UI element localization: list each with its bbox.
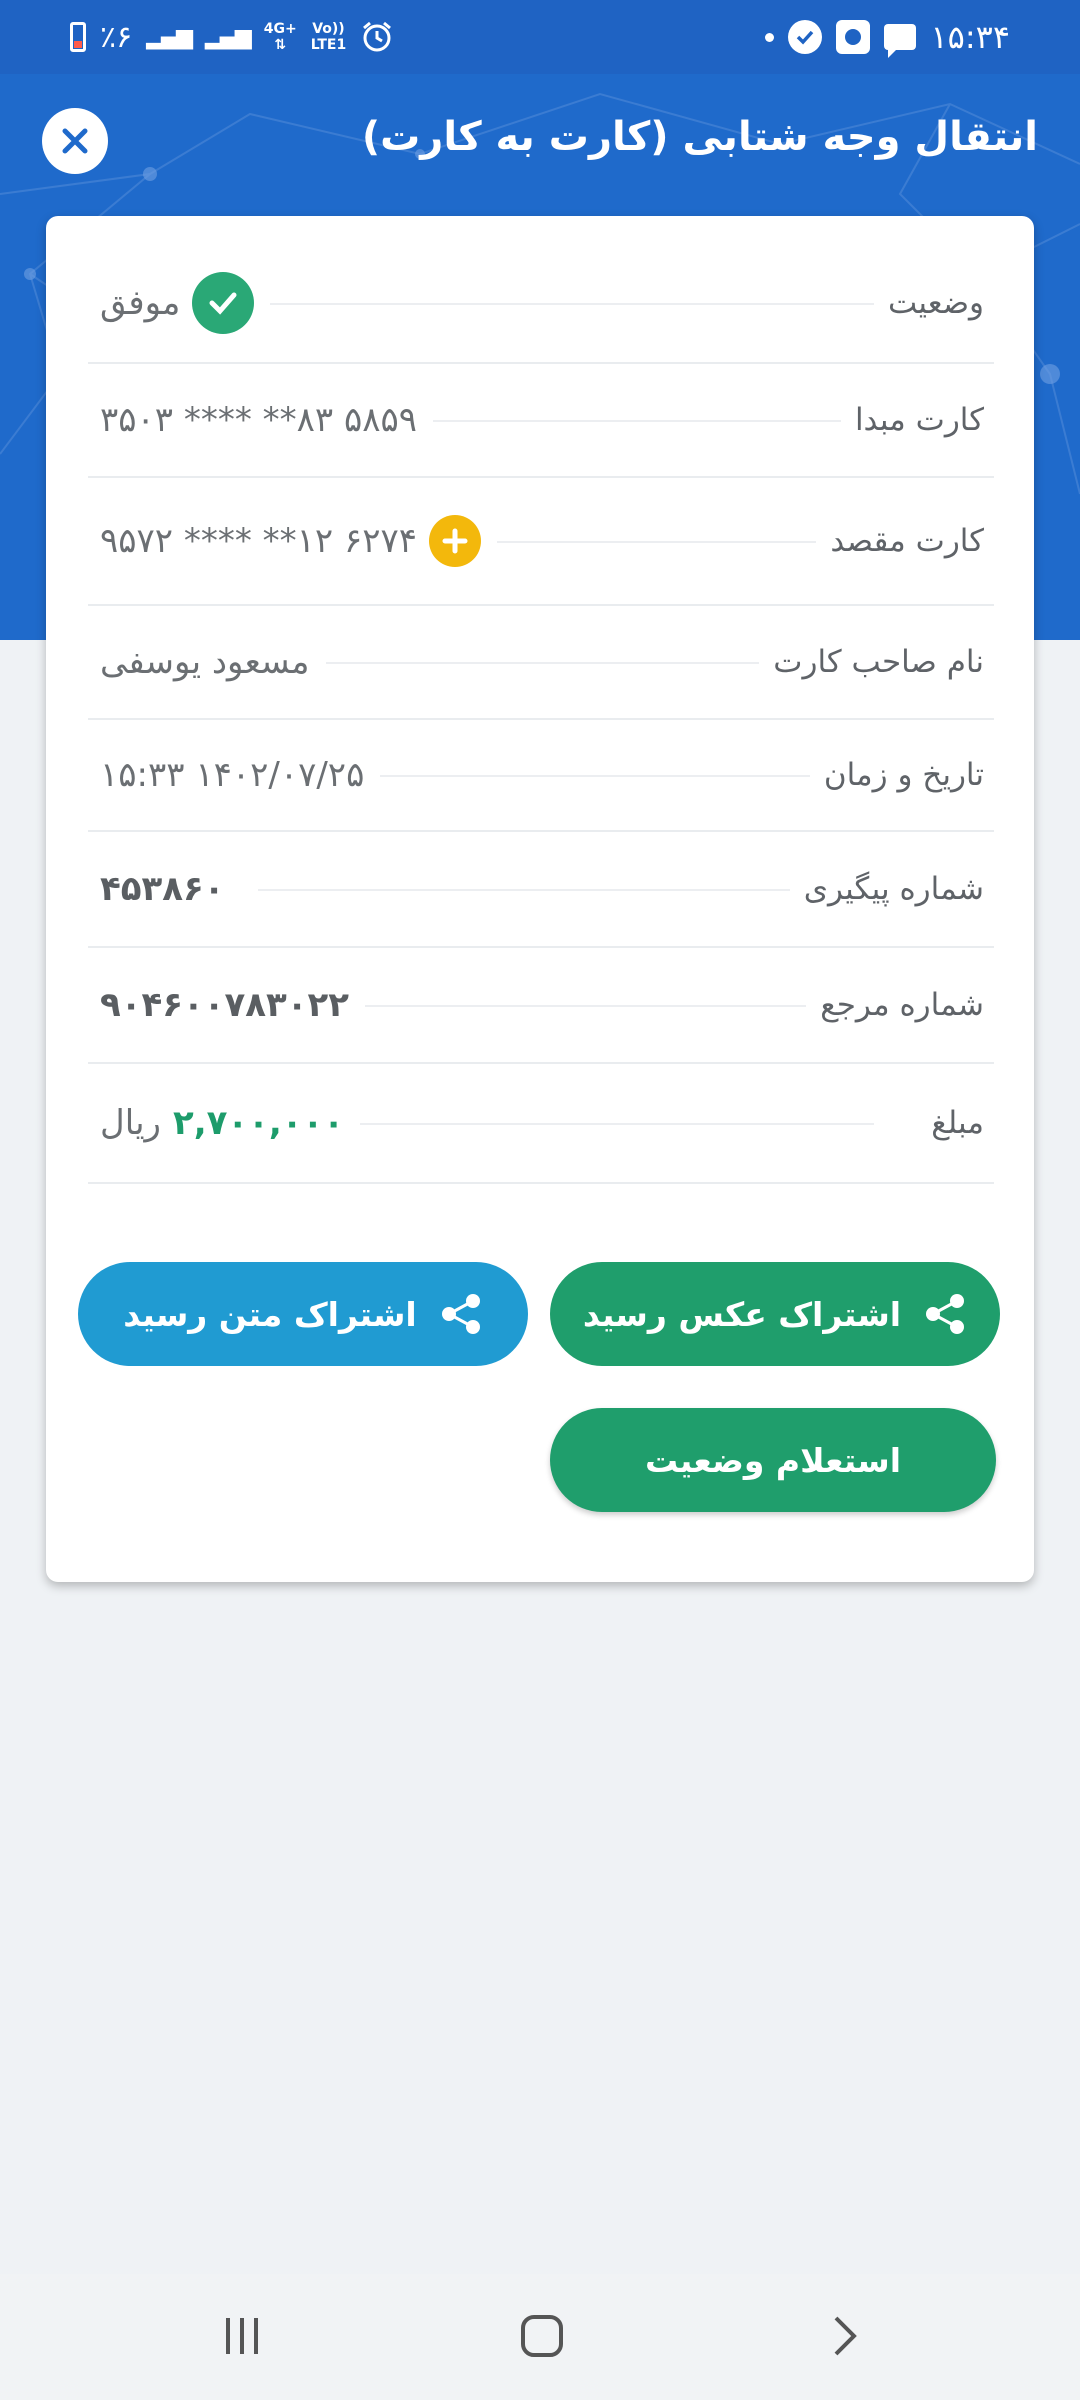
status-bar xyxy=(0,0,1080,74)
card-holder-name: مسعود یوسفی xyxy=(100,642,310,682)
row-destination-card xyxy=(88,478,994,606)
arrows-icon: ⇅ xyxy=(274,37,287,53)
clock: ۱۵:۳۴ xyxy=(930,18,1010,56)
row-datetime xyxy=(88,720,994,832)
back-button[interactable] xyxy=(824,2314,868,2358)
source-card-number: ۵۸۵۹ ۸۳** **** ۳۵۰۳ xyxy=(100,400,418,440)
system-navigation-bar xyxy=(0,2274,1080,2400)
reference-number-value xyxy=(100,985,365,1025)
divider-line xyxy=(258,303,874,305)
status-right xyxy=(765,18,1010,56)
alarm-icon xyxy=(360,20,394,54)
source-card-value xyxy=(100,400,433,440)
message-icon xyxy=(884,24,916,50)
volte-label: Vo)) xyxy=(312,21,345,37)
row-card-holder xyxy=(88,606,994,720)
close-icon xyxy=(60,126,90,156)
status-left xyxy=(70,20,394,55)
row-source-card xyxy=(88,364,994,478)
recent-apps-icon xyxy=(220,2314,264,2358)
status-value xyxy=(100,272,270,334)
row-label: شماره پیگیری xyxy=(790,871,984,907)
plus-icon xyxy=(441,527,469,555)
inquiry-status-label: استعلام وضعیت xyxy=(644,1440,902,1480)
amount-number: ۲,۷۰۰,۰۰۰ xyxy=(172,1103,345,1143)
amount-value xyxy=(100,1103,360,1143)
inquiry-status-button[interactable] xyxy=(550,1408,996,1512)
network-type: 4G+ xyxy=(263,21,297,37)
currency-label: ریال xyxy=(100,1103,161,1143)
datetime-value xyxy=(100,755,380,795)
receipt-card xyxy=(46,216,1034,1582)
datetime-text: ۱۴۰۲/۰۷/۲۵ ۱۵:۳۳ xyxy=(100,755,365,795)
share-icon xyxy=(439,1292,483,1336)
home-icon xyxy=(520,2314,564,2358)
notification-dot-icon xyxy=(765,33,774,42)
destination-card-number: ۶۲۷۴ ۱۲** **** ۹۵۷۲ xyxy=(100,521,418,561)
shield-check-icon xyxy=(788,20,822,54)
status-text: موفق xyxy=(100,283,181,323)
row-label: کارت مقصد xyxy=(816,523,984,559)
row-label: نام صاحب کارت xyxy=(759,644,984,680)
back-icon xyxy=(824,2314,868,2358)
page-title: انتقال وجه شتابی (کارت به کارت) xyxy=(361,114,1038,160)
card-holder-value xyxy=(100,642,326,682)
network-indicator xyxy=(264,21,297,53)
tracking-number: ۴۵۳۸۶۰ xyxy=(100,869,225,909)
add-contact-button[interactable] xyxy=(429,515,481,567)
volte-indicator xyxy=(311,21,346,53)
share-image-button[interactable] xyxy=(550,1262,1000,1366)
row-amount xyxy=(88,1064,994,1184)
share-icon xyxy=(923,1292,967,1336)
recent-apps-button[interactable] xyxy=(220,2314,264,2358)
row-label: شماره مرجع xyxy=(806,987,984,1023)
lte-label: LTE1 xyxy=(310,37,347,53)
battery-percent: ٪۶ xyxy=(100,19,133,55)
share-image-label: اشتراک عکس رسید xyxy=(582,1294,902,1334)
row-label: مبلغ xyxy=(917,1105,984,1141)
row-label: وضعیت xyxy=(874,285,984,321)
row-status xyxy=(88,244,994,364)
share-text-button[interactable] xyxy=(78,1262,528,1366)
battery-icon xyxy=(70,22,86,52)
row-label: کارت مبدا xyxy=(841,402,984,438)
share-text-label: اشتراک متن رسید xyxy=(123,1294,417,1334)
destination-card-value xyxy=(100,515,497,567)
check-icon xyxy=(192,272,254,334)
row-label: تاریخ و زمان xyxy=(810,757,984,793)
row-tracking-number xyxy=(88,832,994,948)
close-button[interactable] xyxy=(42,108,108,174)
reference-number: ۹۰۴۶۰۰۷۸۳۰۲۲ xyxy=(100,985,350,1025)
signal-icon-2: ▂▄▆ xyxy=(205,24,250,50)
home-button[interactable] xyxy=(520,2314,564,2358)
divider-line xyxy=(258,889,874,891)
signal-icon: ▂▄▆ xyxy=(146,24,191,50)
tracking-number-value xyxy=(100,869,241,909)
bank-app-icon xyxy=(836,20,870,54)
row-reference-number xyxy=(88,948,994,1064)
